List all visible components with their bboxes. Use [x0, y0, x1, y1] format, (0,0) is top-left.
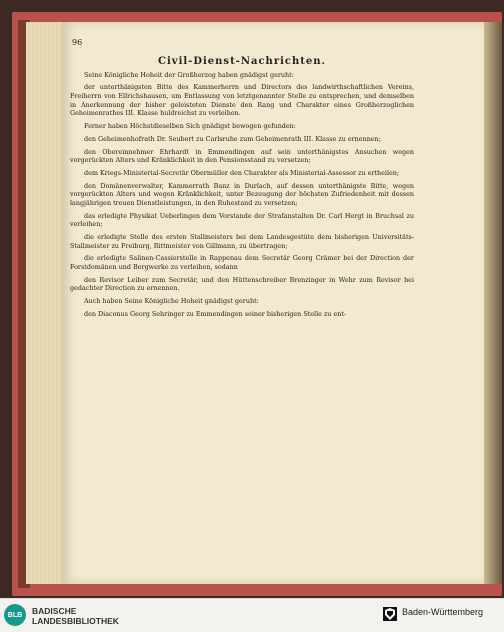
- paragraph: dem Kriegs-Ministerial-Secretär Obermüller den Charakter als Ministerial-Assessor zu ertheilen;: [84, 168, 400, 177]
- library-name[interactable]: [32, 606, 119, 626]
- bw-crest-icon[interactable]: [382, 606, 398, 622]
- page-number: 96: [72, 38, 83, 47]
- paragraph: den Revisor Leiber zum Secretär, und den Hüttenschreiber Brenzinger in Wehr zum Revisor bei gedachter Direction zu ernennen.: [70, 275, 414, 293]
- page-content: [70, 50, 414, 323]
- paragraph: der unterthänigsten Bitte des Kammerherrn und Directors des landwirthschaftlichen Vereins, Freiherrn von Ellrichshausen, um Entlassung von letztgenannter Stelle zu entsprechen, und demselben in Anerkennung der bisher geleisteten Dienste den Rang und Charakter eines Großherzoglichen Geheimenrathes III. Klasse huldreichst zu verleihen.: [70, 83, 414, 118]
- paragraph: den Obereinnehmer Ehrhardt in Emmendingen auf sein unterthänigstes Ansuchen wegen vorgerückten Alters und Kränklichkeit in den Pensionsstand zu versetzen;: [70, 147, 414, 165]
- library-name-line1: BADISCHE: [32, 606, 77, 616]
- section-heading: Civil-Dienst-Nachrichten.: [158, 56, 326, 67]
- paragraph: den Domänenverwalter, Kammerrath Banz in Durlach, auf dessen unterthänigste Bitte, wegen vorgerückten Alters und wegen Kränklichkeit, unter Bezeugung der höchsten Zufriedenheit mit dessen langjährigen treuen Dienstleistungen, in den Ruhestand zu versetzen;: [70, 181, 414, 207]
- paragraph: die erledigte Salinen-Cassierstelle in Rappenau dem Secretär Georg Crämer bei der Direction der Forstdomänen und Bergwerke zu verleihen, sodann: [70, 254, 414, 271]
- blb-logo-icon[interactable]: BLB: [4, 604, 26, 626]
- paragraph: die erledigte Stelle des ersten Stallmeisters bei dem Landesgestüte dem bisherigen Universitäts-Stallmeister zu Freiburg, Rittmeister von Gillmann, zu übertragen;: [70, 233, 414, 250]
- paragraph: Seine Königliche Hoheit der Großherzog haben gnädigst geruht:: [84, 70, 294, 79]
- paragraph: den Diaconus Georg Sehringer zu Emmendingen seiner bisherigen Stelle zu ent-: [84, 309, 347, 318]
- paragraph: das erledigte Physikat Ueberlingen dem Vorstande der Strafanstalten Dr. Carl Hergt in Bruchsal zu verleihen;: [70, 211, 414, 229]
- bw-label[interactable]: Baden-Württemberg: [402, 607, 484, 617]
- library-name-line2: LANDESBIBLIOTHEK: [32, 616, 119, 626]
- paragraph: Ferner haben Höchstdieselben Sich gnädigst bewogen gefunden:: [84, 121, 296, 130]
- paragraph: Auch haben Seine Königliche Hoheit gnädigst geruht:: [84, 297, 259, 306]
- paragraph: den Geheimenhofrath Dr. Seubert zu Carlsruhe zum Geheimenrath III. Klasse zu ernennen;: [84, 134, 381, 143]
- page-edges: [26, 22, 66, 584]
- page-shadow: [484, 22, 502, 584]
